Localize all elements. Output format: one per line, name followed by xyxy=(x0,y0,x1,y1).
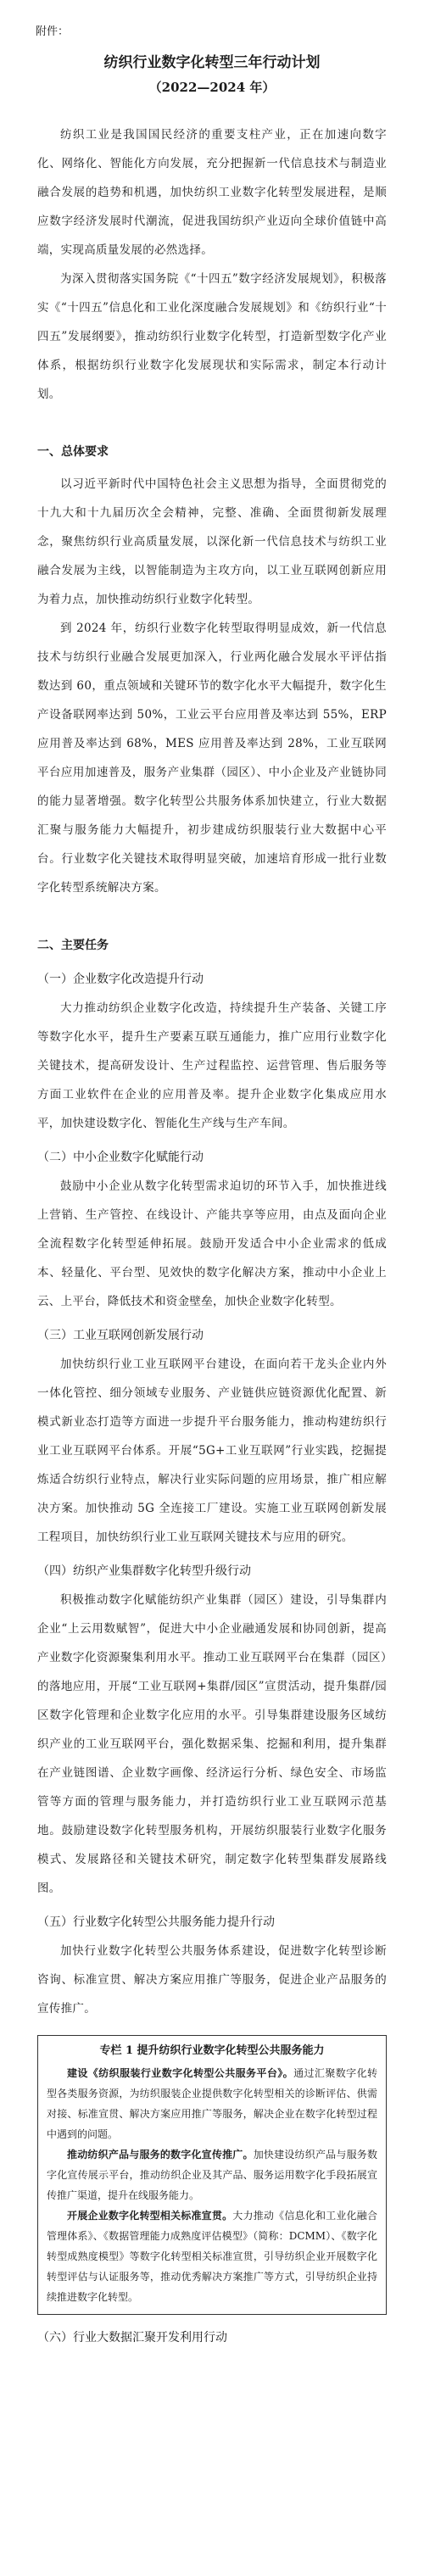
column-box-item-text: 通过汇聚数字化转型各类服务资源，为纺织服装企业提供数字化转型相关的诊断评估、供需对接、标准宣贯、解决方案应用推广等服务，解决企业在数字化转型过程中遇到的问题。 xyxy=(47,2067,377,2140)
subsection-paragraph: 加快纺织行业工业互联网平台建设，在面向若干龙头企业内外一体化管控、细分领域专业服务、产业链供应链资源优化配置、新模式新业态打造等方面进一步提升平台服务能力，推动构建纺织行业工业互联网平台体系。开展“5G+工业互联网”行业实践，挖掘提炼适合纺织行业特点，解决行业实际问题的应用场景，推广相应解决方案。加快推动 5G 全连接工厂建设。实施工业互联网创新发展工程项目，加快纺织行业工业互联网关键技术与应用的研究。 xyxy=(37,1358,387,1544)
subsection-heading: （三）工业互联网创新发展行动 xyxy=(37,1329,204,1342)
column-box xyxy=(37,2035,387,2315)
column-box-item xyxy=(47,2205,377,2307)
intro-paragraph: 纺织工业是我国国民经济的重要支柱产业，正在加速向数字化、网络化、智能化方向发展，充分把握新一代信息技术与制造业融合发展的趋势和机遇，加快纺织工业数字化转型发展进程，是顺应数字经济发展时代潮流，促进我国纺织产业迈向全球价值链中高端，实现高质量发展的必然选择。 xyxy=(37,128,387,257)
subsection-heading: （二）中小企业数字化赋能行动 xyxy=(37,1151,204,1164)
subsection-heading: （五）行业数字化转型公共服务能力提升行动 xyxy=(37,1915,275,1929)
subsection-paragraph: 大力推动纺织企业数字化改造，持续提升生产装备、关键工序等数字化水平，提升生产要素互联互通能力，推广应用行业数字化关键技术，提高研发设计、生产过程监控、运营管理、售后服务等方面工业软件在企业的应用普及率。提升企业数字化集成应用水平，加快建设数字化、智能化生产线与生产车间。 xyxy=(37,1001,387,1130)
column-box-item-text: 加快建设纺织产品与服务数字化宣传展示平台，推动纺织企业及其产品、服务运用数字化手段拓展宣传推广渠道，提升在线服务能力。 xyxy=(47,2149,377,2201)
document-title: 纺织行业数字化转型三年行动计划 xyxy=(103,54,321,71)
column-box-item-text: 大力推动《信息化和工业化融合管理体系》、《数据管理能力成熟度评估模型》（简称：DCMM）、《数字化转型成熟度模型》等数字化转型相关标准宣贯，引导纺织企业开展数字化转型评估与认证服务等，推动优秀解决方案推广等方式，引导纺织企业持续推进数字化转型。 xyxy=(47,2210,377,2303)
section1-paragraph: 到 2024 年，纺织行业数字化转型取得明显成效，新一代信息技术与纺织行业融合发展更加深入，行业两化融合发展水平评估指数达到 60，重点领域和关键环节的数字化水平大幅提升，数字化生产设备联网率达到 50%，工业云平台应用普及率达到 55%，ERP 应用普及率达到 68%，MES 应用普及率达到 28%，工业互联网平台应用加速普及，服务产业集群（园区）、中小企业及产业链协同的能力显著增强。数字化转型公共服务体系加快建立，行业大数据汇聚与服务能力大幅提升，初步建成纺织服装行业大数据中心平台。行业数字化关键技术取得明显突破，加速培育形成一批行业数字化转型系统解决方案。 xyxy=(37,622,387,895)
section1-paragraph: 以习近平新时代中国特色社会主义思想为指导，全面贯彻党的十九大和十九届历次全会精神，完整、准确、全面贯彻新发展理念，聚焦纺织行业高质量发展，以深化新一代信息技术与纺织工业融合发展为主线，以智能制造为主攻方向，以工业互联网创新应用为着力点，加快推动纺织行业数字化转型。 xyxy=(37,477,387,606)
attachment-label: 附件： xyxy=(36,25,70,38)
subsection-heading: （四）纺织产业集群数字化转型升级行动 xyxy=(37,1564,251,1578)
column-box-item-lead: 推动纺织产品与服务的数字化宣传推广。 xyxy=(67,2149,254,2161)
column-box-item xyxy=(47,2144,377,2205)
column-box-title: 专栏 1 提升纺织行业数字化转型公共服务能力 xyxy=(99,2044,325,2057)
intro-paragraph: 为深入贯彻落实国务院《“十四五”数字经济发展规划》，积极落实《“十四五”信息化和工业化深度融合发展规划》和《纺织行业“十四五”发展纲要》，推动纺织行业数字化转型，打造新型数字化产业体系，根据纺织行业数字化发展现状和实际需求，制定本行动计划。 xyxy=(37,272,387,401)
subsection-heading: （一）企业数字化改造提升行动 xyxy=(37,973,204,986)
column-box-item-lead: 建设《纺织服装行业数字化转型公共服务平台》。 xyxy=(67,2067,294,2079)
section-heading-tasks: 二、主要任务 xyxy=(37,939,109,952)
subsection-heading-cutoff: （六）行业大数据汇聚开发利用行动 xyxy=(37,2331,227,2345)
column-box-item xyxy=(47,2063,377,2144)
subsection-paragraph: 加快行业数字化转型公共服务体系建设，促进数字化转型诊断咨询、标准宣贯、解决方案应用推广等服务，促进企业产品服务的宣传推广。 xyxy=(37,1944,387,2016)
column-box-item-lead: 开展企业数字化转型相关标准宣贯。 xyxy=(67,2210,233,2222)
document-subtitle: （2022—2024 年） xyxy=(148,80,276,95)
subsection-paragraph: 积极推动数字化赋能纺织产业集群（园区）建设，引导集群内企业“上云用数赋智”，促进大中小企业融通发展和协同创新，提高产业数字化资源聚集利用水平。推动工业互联网平台在集群（园区）的落地应用，开展“工业互联网+集群/园区”宣贯活动，提升集群/园区数字化管理和企业数字化应用的水平。引导集群建设服务区域纺织产业的工业互联网平台，强化数据采集、挖掘和利用，提升集群在产业链图谱、企业数字画像、经济运行分析、绿色安全、市场监管等方面的管理与服务能力，并打造纺织行业工业互联网示范基地。鼓励建设数字化转型服务机构，开展纺织服装行业数字化服务模式、发展路径和关键技术研究，制定数字化转型集群发展路线图。 xyxy=(37,1593,387,1895)
section-heading-general: 一、总体要求 xyxy=(37,445,109,459)
subsection-paragraph: 鼓励中小企业从数字化转型需求迫切的环节入手，加快推进线上营销、生产管控、在线设计、产能共享等应用，由点及面向企业全流程数字化转型延伸拓展。鼓励开发适合中小企业需求的低成本、轻量化、平台型、见效快的数字化解决方案，推动中小企业上云、上平台，降低技术和资金壁垒，加快企业数字化转型。 xyxy=(37,1179,387,1308)
